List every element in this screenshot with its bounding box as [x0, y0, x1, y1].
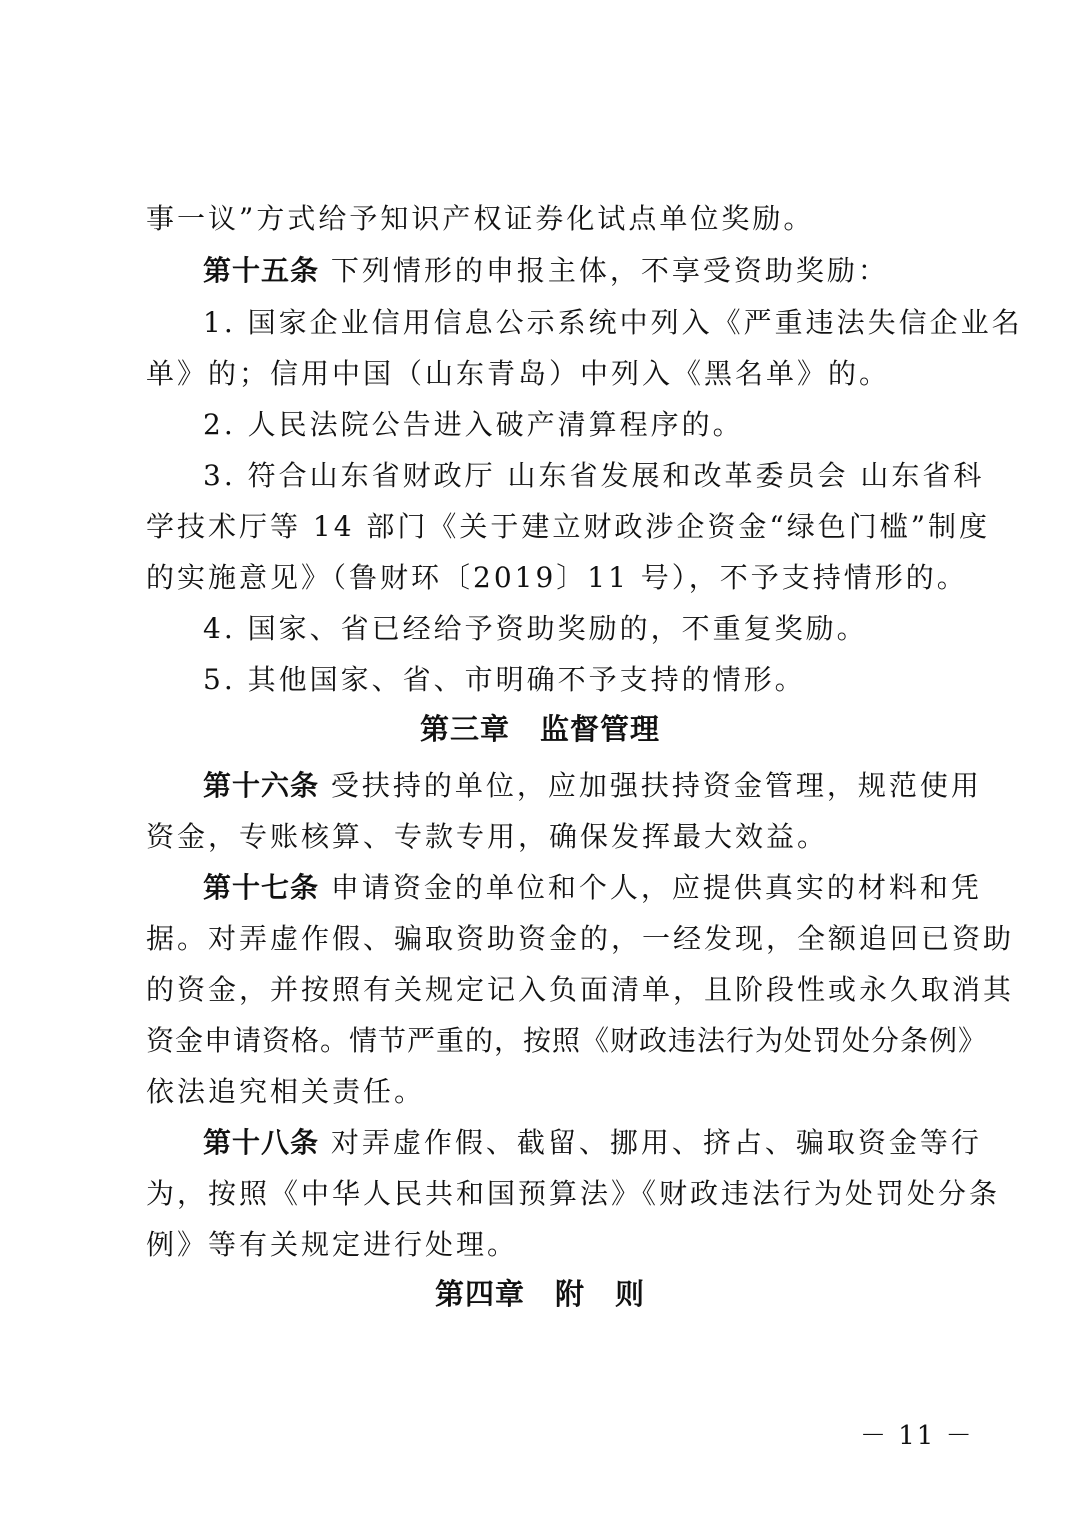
page-number: － 11 － — [860, 1421, 974, 1451]
article-text: 受扶持的单位，应加强扶持资金管理，规范使用 — [330, 769, 982, 802]
text-line: 事一议”方式给予知识产权证券化试点单位奖励。 — [146, 202, 815, 235]
article-label: 第十七条 — [203, 871, 320, 904]
article-16 — [203, 766, 982, 806]
article-17 — [203, 868, 982, 908]
text-line: 例》等有关规定进行处理。 — [146, 1228, 519, 1261]
list-item: 5. 其他国家、省、市明确不予支持的情形。 — [203, 663, 806, 696]
list-item: 2. 人民法院公告进入破产清算程序的。 — [203, 408, 744, 441]
chapter-heading: 第四章 附 则 — [434, 1277, 645, 1311]
text-line: 资金，专账核算、专款专用，确保发挥最大效益。 — [146, 820, 829, 853]
text-line: 资金申请资格。情节严重的，按照《财政违法行为处罚处分条例》 — [146, 1024, 988, 1057]
list-item-continued: 学技术厅等 14 部门《关于建立财政涉企资金“绿色门槛”制度 — [146, 510, 991, 543]
article-15 — [203, 251, 889, 291]
list-item-continued: 单》的；信用中国（山东青岛）中列入《黑名单》的。 — [146, 357, 891, 390]
list-item: 4. 国家、省已经给予资助奖励的，不重复奖励。 — [203, 612, 868, 645]
text-line: 为，按照《中华人民共和国预算法》《财政违法行为处罚处分条 — [146, 1177, 1001, 1210]
text-line: 据。对弄虚作假、骗取资助资金的，一经发现，全额追回已资助 — [146, 922, 1015, 955]
chapter-heading: 第三章 监督管理 — [419, 712, 660, 746]
article-text: 申请资金的单位和个人，应提供真实的材料和凭 — [330, 871, 982, 904]
article-18 — [203, 1123, 982, 1163]
article-label: 第十六条 — [203, 769, 320, 802]
article-label: 第十八条 — [203, 1126, 320, 1159]
list-item: 3. 符合山东省财政厅 山东省发展和改革委员会 山东省科 — [203, 459, 985, 492]
list-item-continued: 的实施意见》（鲁财环〔2019〕11 号），不予支持情形的。 — [146, 561, 968, 594]
article-label: 第十五条 — [203, 254, 320, 287]
article-text: 对弄虚作假、截留、挪用、挤占、骗取资金等行 — [330, 1126, 982, 1159]
text-line: 依法追究相关责任。 — [146, 1075, 426, 1108]
text-line: 的资金，并按照有关规定记入负面清单，且阶段性或永久取消其 — [146, 973, 1015, 1006]
list-item: 1. 国家企业信用信息公示系统中列入《严重违法失信企业名 — [203, 306, 1023, 339]
article-text: 下列情形的申报主体，不享受资助奖励： — [330, 254, 889, 287]
